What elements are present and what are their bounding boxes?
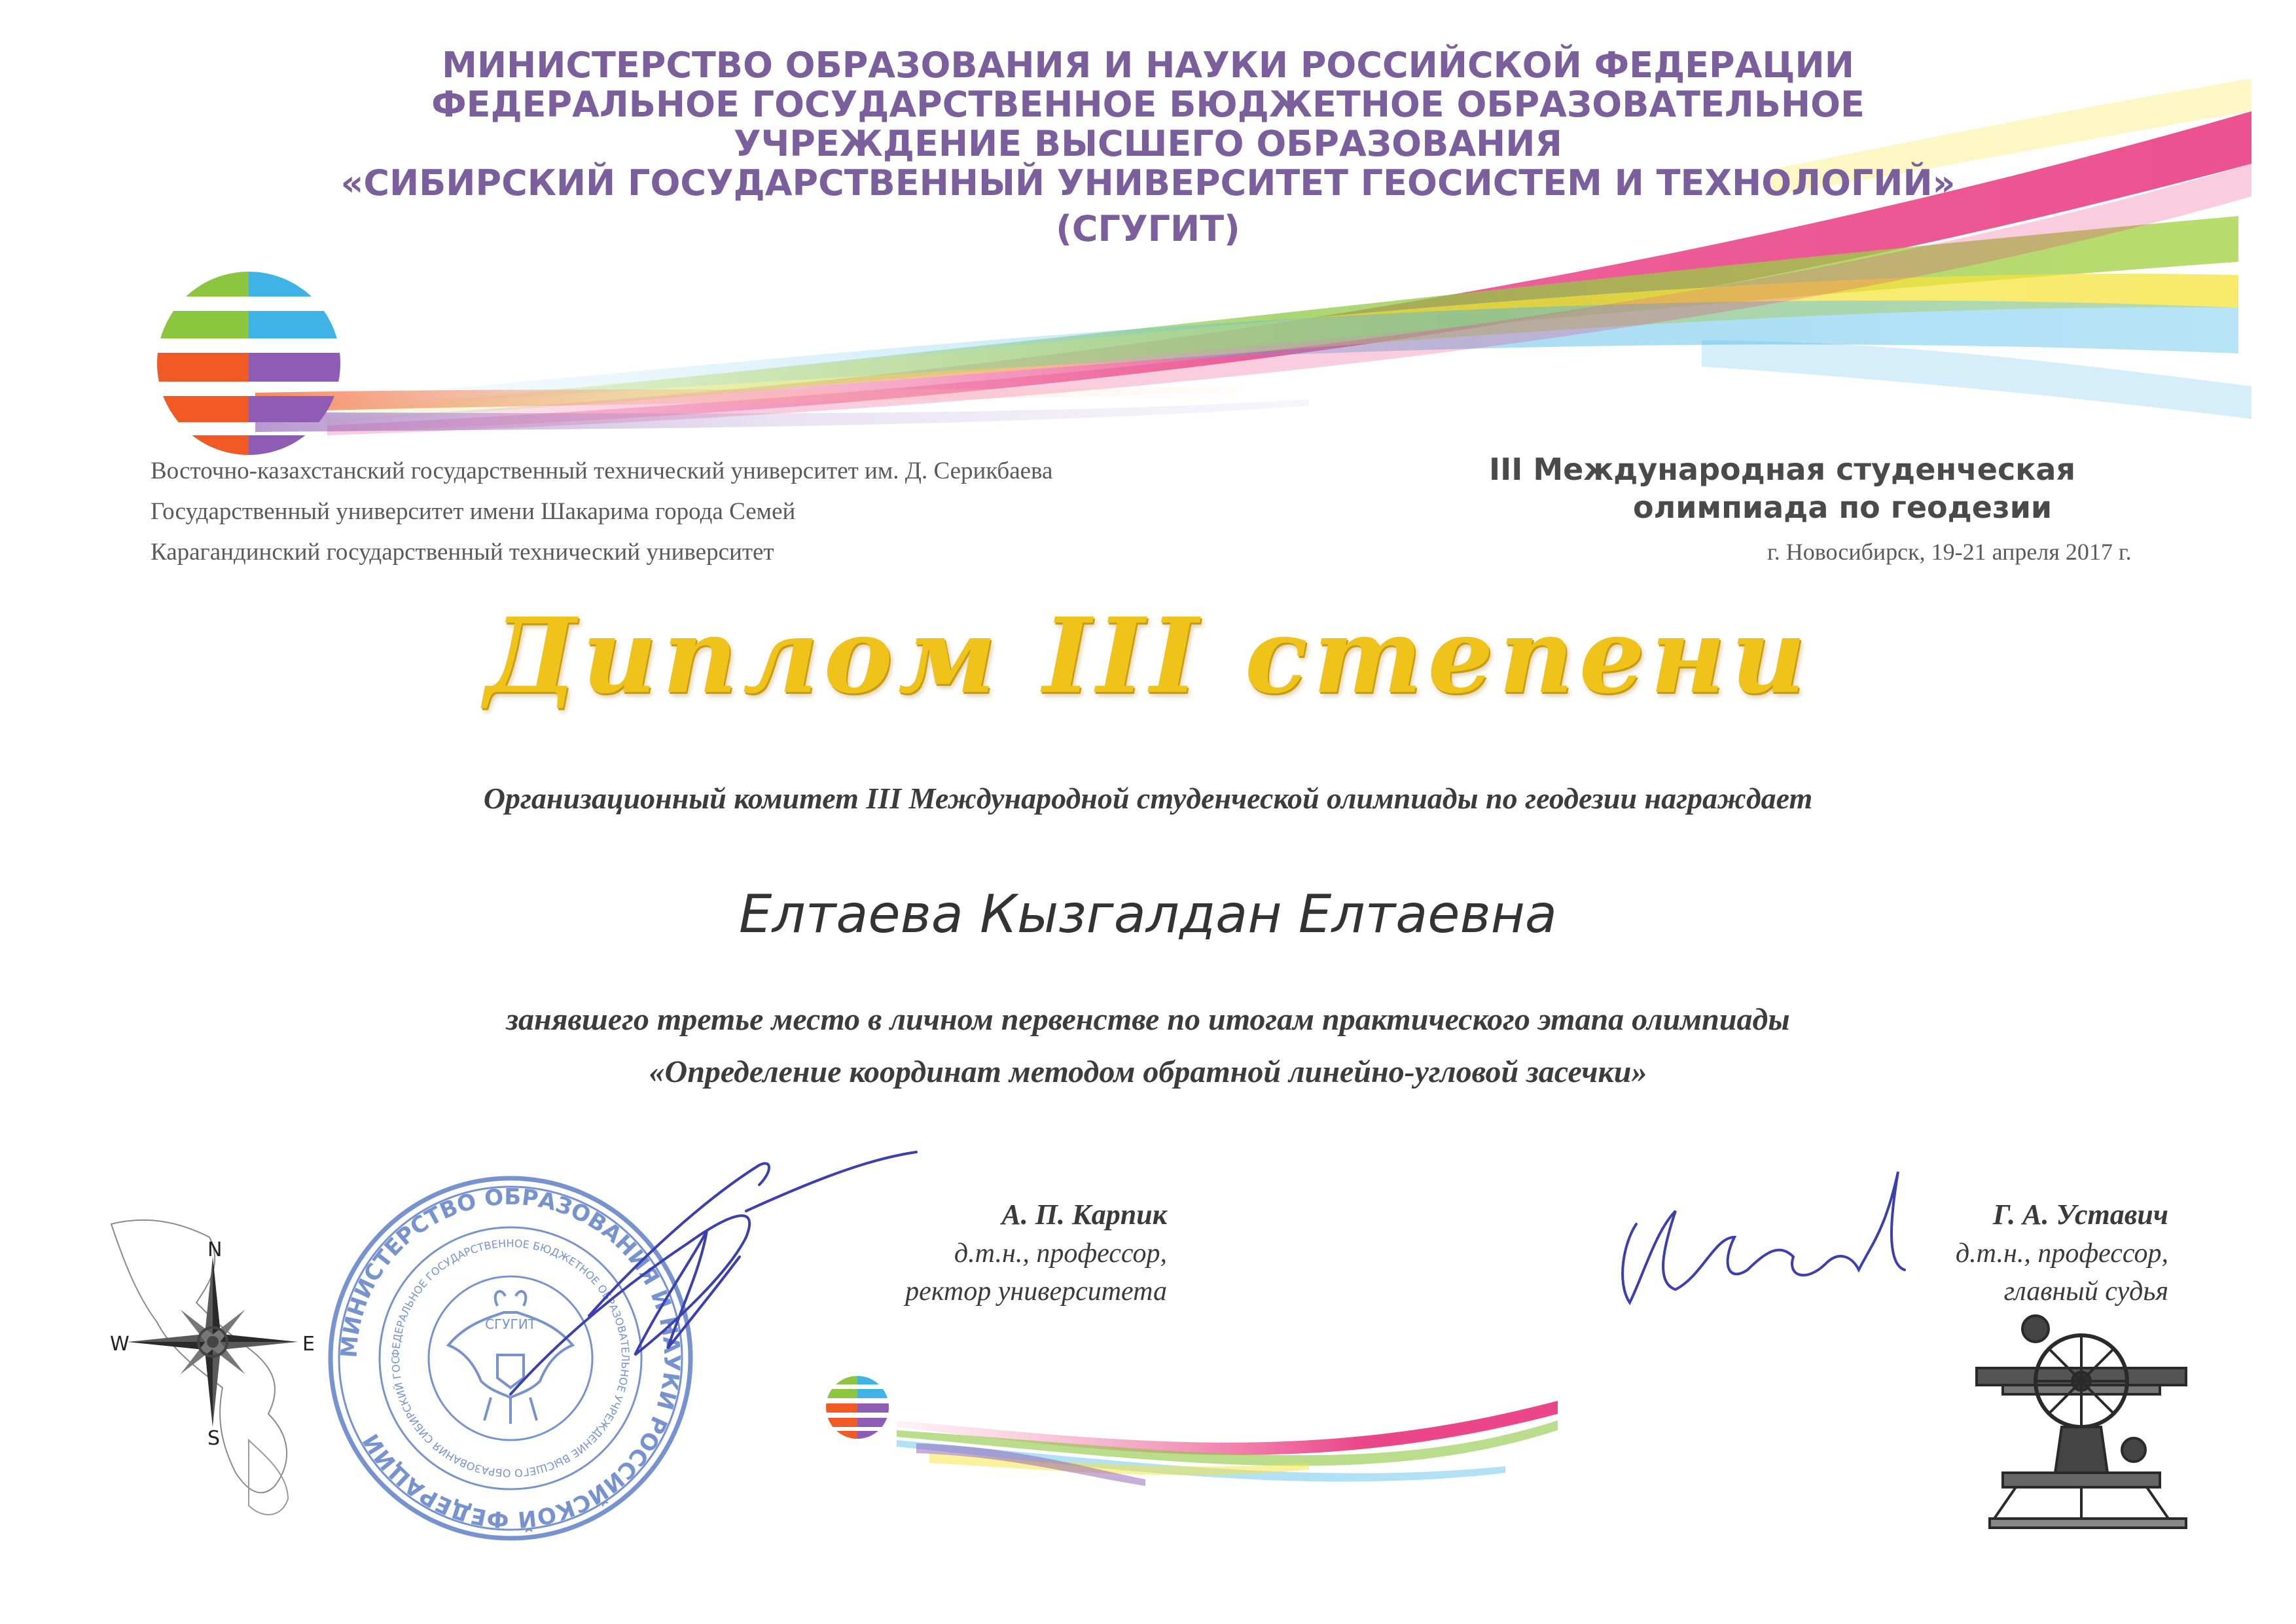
- compass-east-label: E: [302, 1333, 315, 1356]
- svg-text:МИНИСТЕРСТВО ОБРАЗОВАНИЯ И НАУ: [336, 1184, 685, 1533]
- signatory-name: А. П. Карпик: [1001, 1199, 1167, 1231]
- diploma-title: Диплом III степени: [484, 596, 1812, 717]
- world-map-compass: [111, 1220, 298, 1515]
- stamp-inner-text: ФЕДЕРАЛЬНОЕ ГОСУДАРСТВЕННОЕ БЮДЖЕТНОЕ ОБРАЗОВАТЕЛЬНОЕ УЧРЕЖДЕНИЕ ВЫСШЕГО ОБРАЗОВАНИЯ СИБИРСКИЙ ГОСУДАРСТВЕННЫЙ УНИВЕРСИТЕТ ГЕОСИСТЕМ И ТЕХНОЛОГИЙ: [389, 1236, 632, 1480]
- header-ministry: МИНИСТЕРСТВО ОБРАЗОВАНИЯ И НАУКИ РОССИЙСКОЙ ФЕДЕРАЦИИ: [442, 45, 1854, 86]
- eagle-emblem: [448, 1291, 573, 1424]
- signature-ustavich: [1623, 1172, 1905, 1303]
- signatory-degree: д.т.н., профессор,: [1955, 1238, 2168, 1269]
- achievement-line2: «Определение координат методом обратной линейно-угловой засечки»: [649, 1055, 1647, 1089]
- stamp-short-name: СГУГИТ: [485, 1316, 536, 1332]
- small-logo: [826, 1376, 889, 1439]
- awardee-name: Елтаева Кызгалдан Елтаевна: [739, 884, 1557, 945]
- compass-south-label: S: [207, 1427, 221, 1450]
- official-stamp: [331, 1178, 691, 1538]
- event-title-line2: олимпиада по геодезии: [1633, 490, 2053, 525]
- signatory-rector: [905, 1198, 1167, 1307]
- achievement-line1: занявшего третье место в личном первенстве по итогам практического этапа олимпиады: [506, 1002, 1790, 1037]
- header-federal: ФЕДЕРАЛЬНОЕ ГОСУДАРСТВЕННОЕ БЮДЖЕТНОЕ ОБРАЗОВАТЕЛЬНОЕ: [431, 84, 1865, 125]
- signatory-chief-judge: [1956, 1198, 2168, 1307]
- compass-west-label: W: [110, 1333, 130, 1356]
- committee-text: Организационный комитет III Международной студенческой олимпиады по геодезии награждает: [483, 782, 1813, 815]
- header-abbreviation: (СГУГИТ): [1056, 208, 1240, 249]
- signatory-position: главный судья: [2003, 1276, 2168, 1307]
- theodolite-illustration: [1977, 1316, 2186, 1528]
- header-institution: УЧРЕЖДЕНИЕ ВЫСШЕГО ОБРАЗОВАНИЯ: [734, 123, 1562, 164]
- header-university: «СИБИРСКИЙ ГОСУДАРСТВЕННЫЙ УНИВЕРСИТЕТ ГЕОСИСТЕМ И ТЕХНОЛОГИЙ»: [340, 162, 1956, 204]
- event-title-line1: III Международная студенческая: [1489, 452, 2076, 487]
- event-place-date: г. Новосибирск, 19-21 апреля 2017 г.: [1767, 539, 2132, 565]
- signatory-position: ректор университета: [905, 1276, 1167, 1307]
- partner-university-2: Государственный университет имени Шакарима города Семей: [151, 498, 796, 525]
- stamp-outer-text: МИНИСТЕРСТВО ОБРАЗОВАНИЯ И НАУКИ РОССИЙСКОЙ ФЕДЕРАЦИИ: [336, 1183, 685, 1533]
- svg-text:ФЕДЕРАЛЬНОЕ ГОСУДАРСТВЕННОЕ БЮ: [389, 1237, 632, 1479]
- compass-north-label: N: [207, 1238, 223, 1261]
- small-ribbon: [897, 1401, 1558, 1486]
- signatory-name: Г. А. Уставич: [1992, 1199, 2168, 1231]
- signatory-degree: д.т.н., профессор,: [954, 1238, 1167, 1269]
- partner-university-1: Восточно-казахстанский государственный технический университет им. Д. Серикбаева: [151, 458, 1053, 484]
- compass-rose: [128, 1257, 298, 1427]
- partner-university-3: Карагандинский государственный технический университет: [151, 539, 774, 566]
